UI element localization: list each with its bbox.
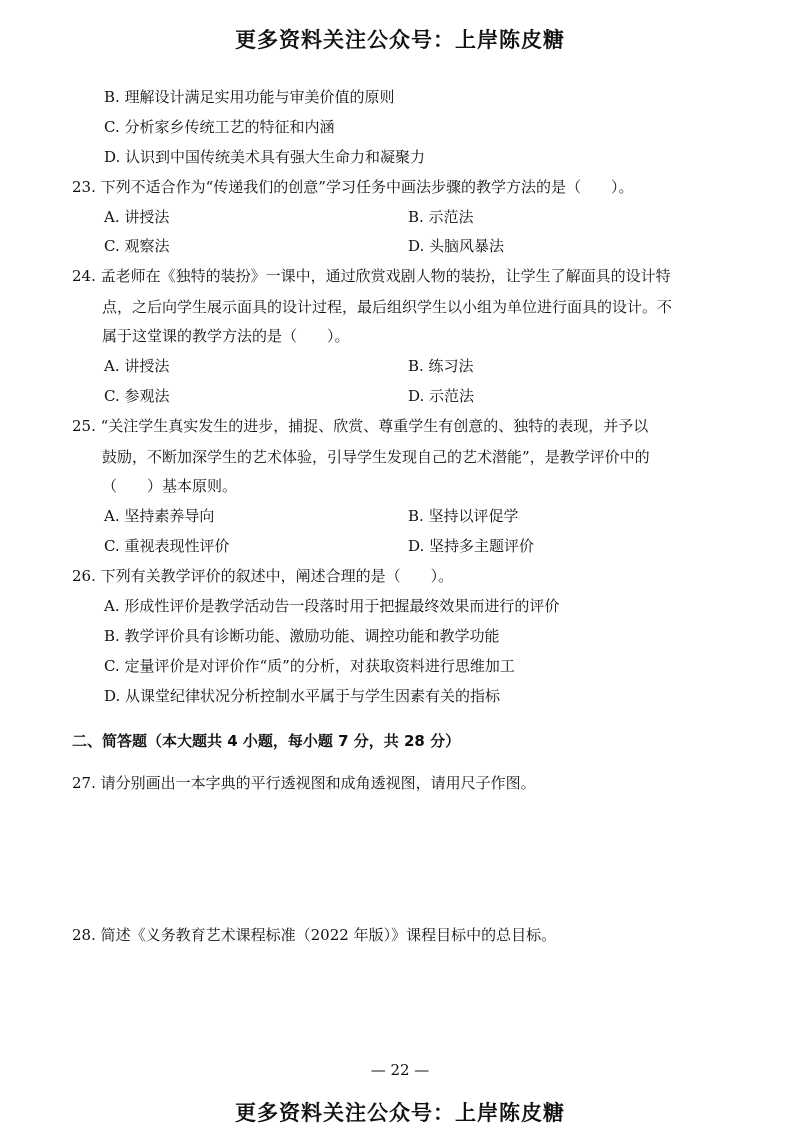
question-27: 27. 请分别画出一本字典的平行透视图和成角透视图，请用尺子作图。	[72, 774, 536, 792]
q24-option-b: B. 练习法	[408, 357, 474, 375]
section-heading-short-answer: 二、简答题（本大题共 4 小题，每小题 7 分，共 28 分）	[72, 732, 461, 750]
q23-option-b: B. 示范法	[408, 208, 474, 226]
q26-option-d: D. 从课堂纪律状况分析控制水平属于与学生因素有关的指标	[104, 687, 501, 705]
option-c: C. 分析家乡传统工艺的特征和内涵	[104, 118, 335, 136]
option-b: B. 理解设计满足实用功能与审美价值的原则	[104, 88, 395, 106]
q23-option-c: C. 观察法	[104, 237, 170, 255]
option-d: D. 认识到中国传统美术具有强大生命力和凝聚力	[104, 148, 426, 166]
question-26: 26. 下列有关教学评价的叙述中，阐述合理的是（ ）。	[72, 567, 454, 585]
q26-option-c: C. 定量评价是对评价作“质”的分析，对获取资料进行思维加工	[104, 657, 515, 675]
page-number: — 22 —	[370, 1061, 430, 1079]
question-28: 28. 简述《义务教育艺术课程标准（2022 年版）》课程目标中的总目标。	[72, 926, 557, 944]
q25-option-b: B. 坚持以评促学	[408, 507, 519, 525]
q23-option-d: D. 头脑风暴法	[408, 237, 505, 255]
q25-option-c: C. 重视表现性评价	[104, 537, 230, 555]
q24-option-a: A. 讲授法	[104, 357, 170, 375]
q26-option-b: B. 教学评价具有诊断功能、激励功能、调控功能和教学功能	[104, 627, 500, 645]
q26-option-a: A. 形成性评价是教学活动告一段落时用于把握最终效果而进行的评价	[104, 597, 560, 615]
page-header-watermark: 更多资料关注公众号：上岸陈皮糖	[235, 28, 565, 52]
question-24-line1: 24. 孟老师在《独特的装扮》一课中，通过欣赏戏剧人物的装扮，让学生了解面具的设计特	[72, 267, 671, 285]
question-25-line1: 25. “关注学生真实发生的进步，捕捉、欣赏、尊重学生有创意的、独特的表现，并予以	[72, 417, 649, 435]
question-23: 23. 下列不适合作为“传递我们的创意”学习任务中画法步骤的教学方法的是（ ）。	[72, 178, 634, 196]
q25-option-d: D. 坚持多主题评价	[408, 537, 535, 555]
q24-option-c: C. 参观法	[104, 387, 170, 405]
q25-option-a: A. 坚持素养导向	[104, 507, 215, 525]
question-25-line2: 鼓励，不断加深学生的艺术体验，引导学生发现自己的艺术潜能”，是教学评价中的	[102, 448, 650, 466]
question-25-line3: （ ）基本原则。	[102, 477, 238, 495]
q24-option-d: D. 示范法	[408, 387, 475, 405]
page-footer-watermark: 更多资料关注公众号：上岸陈皮糖	[235, 1101, 565, 1125]
q23-option-a: A. 讲授法	[104, 208, 170, 226]
question-24-line2: 点，之后向学生展示面具的设计过程，最后组织学生以小组为单位进行面具的设计。不	[102, 298, 673, 316]
question-24-line3: 属于这堂课的教学方法的是（ ）。	[102, 327, 350, 345]
